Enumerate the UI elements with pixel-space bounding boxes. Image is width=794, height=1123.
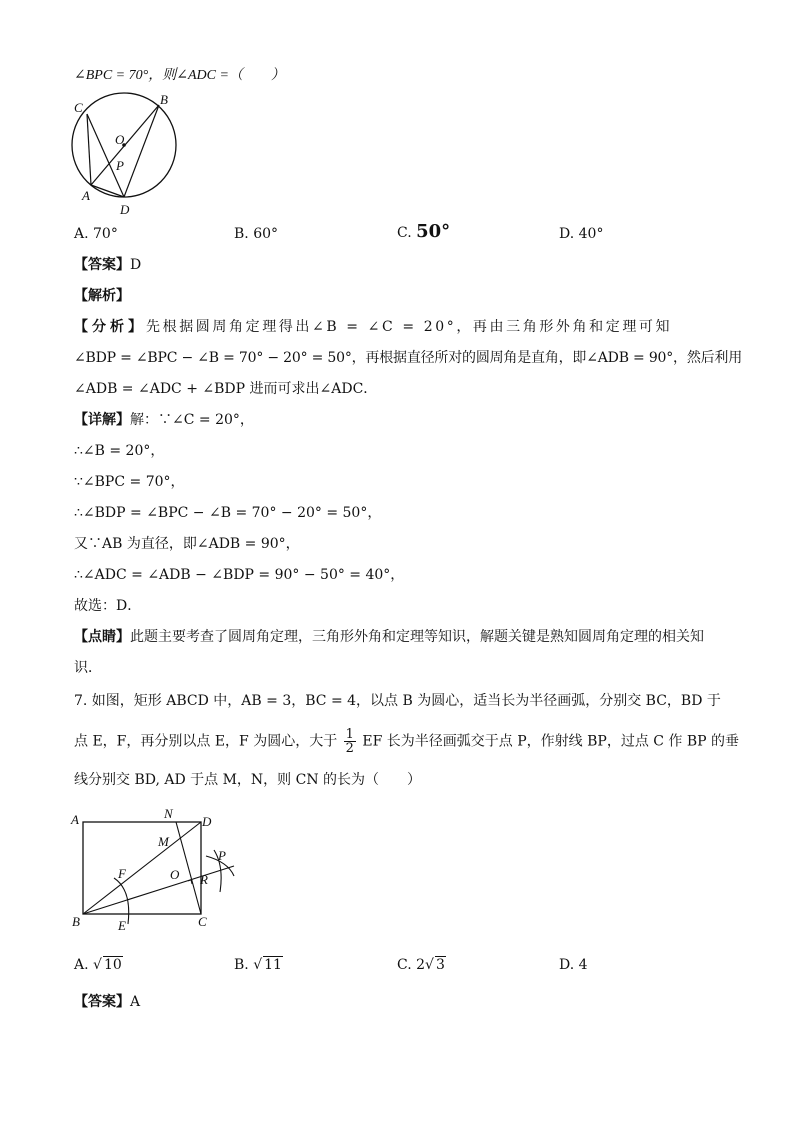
q7-label-a: A	[71, 812, 79, 827]
q7-label-c: C	[198, 914, 207, 929]
q6-fenxi-line2: ∠BDP = ∠BPC − ∠B = 70° − 20° = 50°，再根据直径所对的圆周角是直角，即∠ADB = 90°，然后利用	[74, 350, 743, 366]
q6-option-c: C. 50°	[397, 221, 451, 242]
q7-label-f: F	[118, 866, 126, 881]
q6-label-c: C	[74, 100, 83, 115]
q6-option-d: D. 40°	[559, 226, 604, 242]
q6-label-b: B	[160, 92, 168, 107]
q6-label-o: O	[115, 132, 125, 147]
q7-option-a: A. √ 10	[74, 957, 122, 973]
q6-label-a: A	[82, 188, 90, 203]
q6-dianjing-line1: 【点睛】此题主要考查了圆周角定理，三角形外角和定理等知识，解题关键是熟知圆周角定理的相关知	[74, 629, 704, 645]
q6-label-p: P	[116, 158, 124, 173]
q6-detail-line5: ∴∠ADC = ∠ADB − ∠BDP = 90° − 50° = 40°，	[74, 567, 405, 583]
q7-label-o: O	[170, 867, 180, 882]
q7-answer: 【答案】A	[74, 994, 141, 1010]
q6-stem-tail: ∠BPC = 70°，则∠ADC =（ ）	[74, 68, 285, 83]
q7-line1: 7. 如图，矩形 ABCD 中，AB = 3，BC = 4，以点 B 为圆心，适当长为半径画弧，分别交 BC，BD 于	[74, 693, 721, 709]
q6-detail-line4: 又∵AB 为直径，即∠ADB = 90°，	[74, 536, 300, 552]
q7-label-d: D	[202, 814, 212, 829]
q7-option-b: B. √ 11	[234, 957, 282, 973]
q7-line3: 线分别交 BD, AD 于点 M，N，则 CN 的长为（ ）	[74, 772, 422, 788]
q7-label-m: M	[158, 834, 169, 849]
q7-line2: 点 E，F，再分别以点 E，F 为圆心，大于 $\frac{1}{2}$ EF 长为半径画弧交于点 P，作射线 BP，过点 C 作 BP 的垂	[74, 727, 740, 756]
q6-option-a: A. 70°	[74, 226, 118, 242]
q7-label-e: E	[118, 918, 126, 933]
q6-detail-line0: 【详解】解：∵∠C = 20°，	[74, 412, 254, 428]
q7-rectangle-figure	[66, 806, 246, 936]
q6-label-d: D	[120, 202, 130, 217]
q6-analysis-heading: 【解析】	[74, 288, 130, 304]
q7-option-c: C. 2√ 3	[397, 957, 445, 973]
q7-option-d: D. 4	[559, 957, 588, 973]
q6-detail-line1: ∴∠B = 20°，	[74, 443, 165, 459]
q6-answer: 【答案】D	[74, 257, 142, 273]
q6-detail-line6: 故选：D．	[74, 598, 142, 614]
q6-dianjing-line2: 识．	[74, 660, 102, 676]
q6-detail-line2: ∵∠BPC = 70°，	[74, 474, 185, 490]
q7-label-p: P	[218, 848, 226, 863]
q6-fenxi-line3: ∠ADB = ∠ADC + ∠BDP 进而可求出∠ADC．	[74, 381, 378, 397]
q7-fraction: $\frac{1}{2}$	[345, 727, 354, 756]
q7-label-r: R	[200, 872, 208, 887]
q7-label-b: B	[72, 914, 80, 929]
q6-option-b: B. 60°	[234, 226, 279, 242]
q6-fenxi-line1: 【分析】先根据圆周角定理得出∠B = ∠C = 20°，再由三角形外角和定理可知	[74, 319, 673, 335]
q6-circle-figure	[60, 86, 190, 216]
q6-detail-line3: ∴∠BDP = ∠BPC − ∠B = 70° − 20° = 50°，	[74, 505, 382, 521]
q7-label-n: N	[164, 806, 173, 821]
